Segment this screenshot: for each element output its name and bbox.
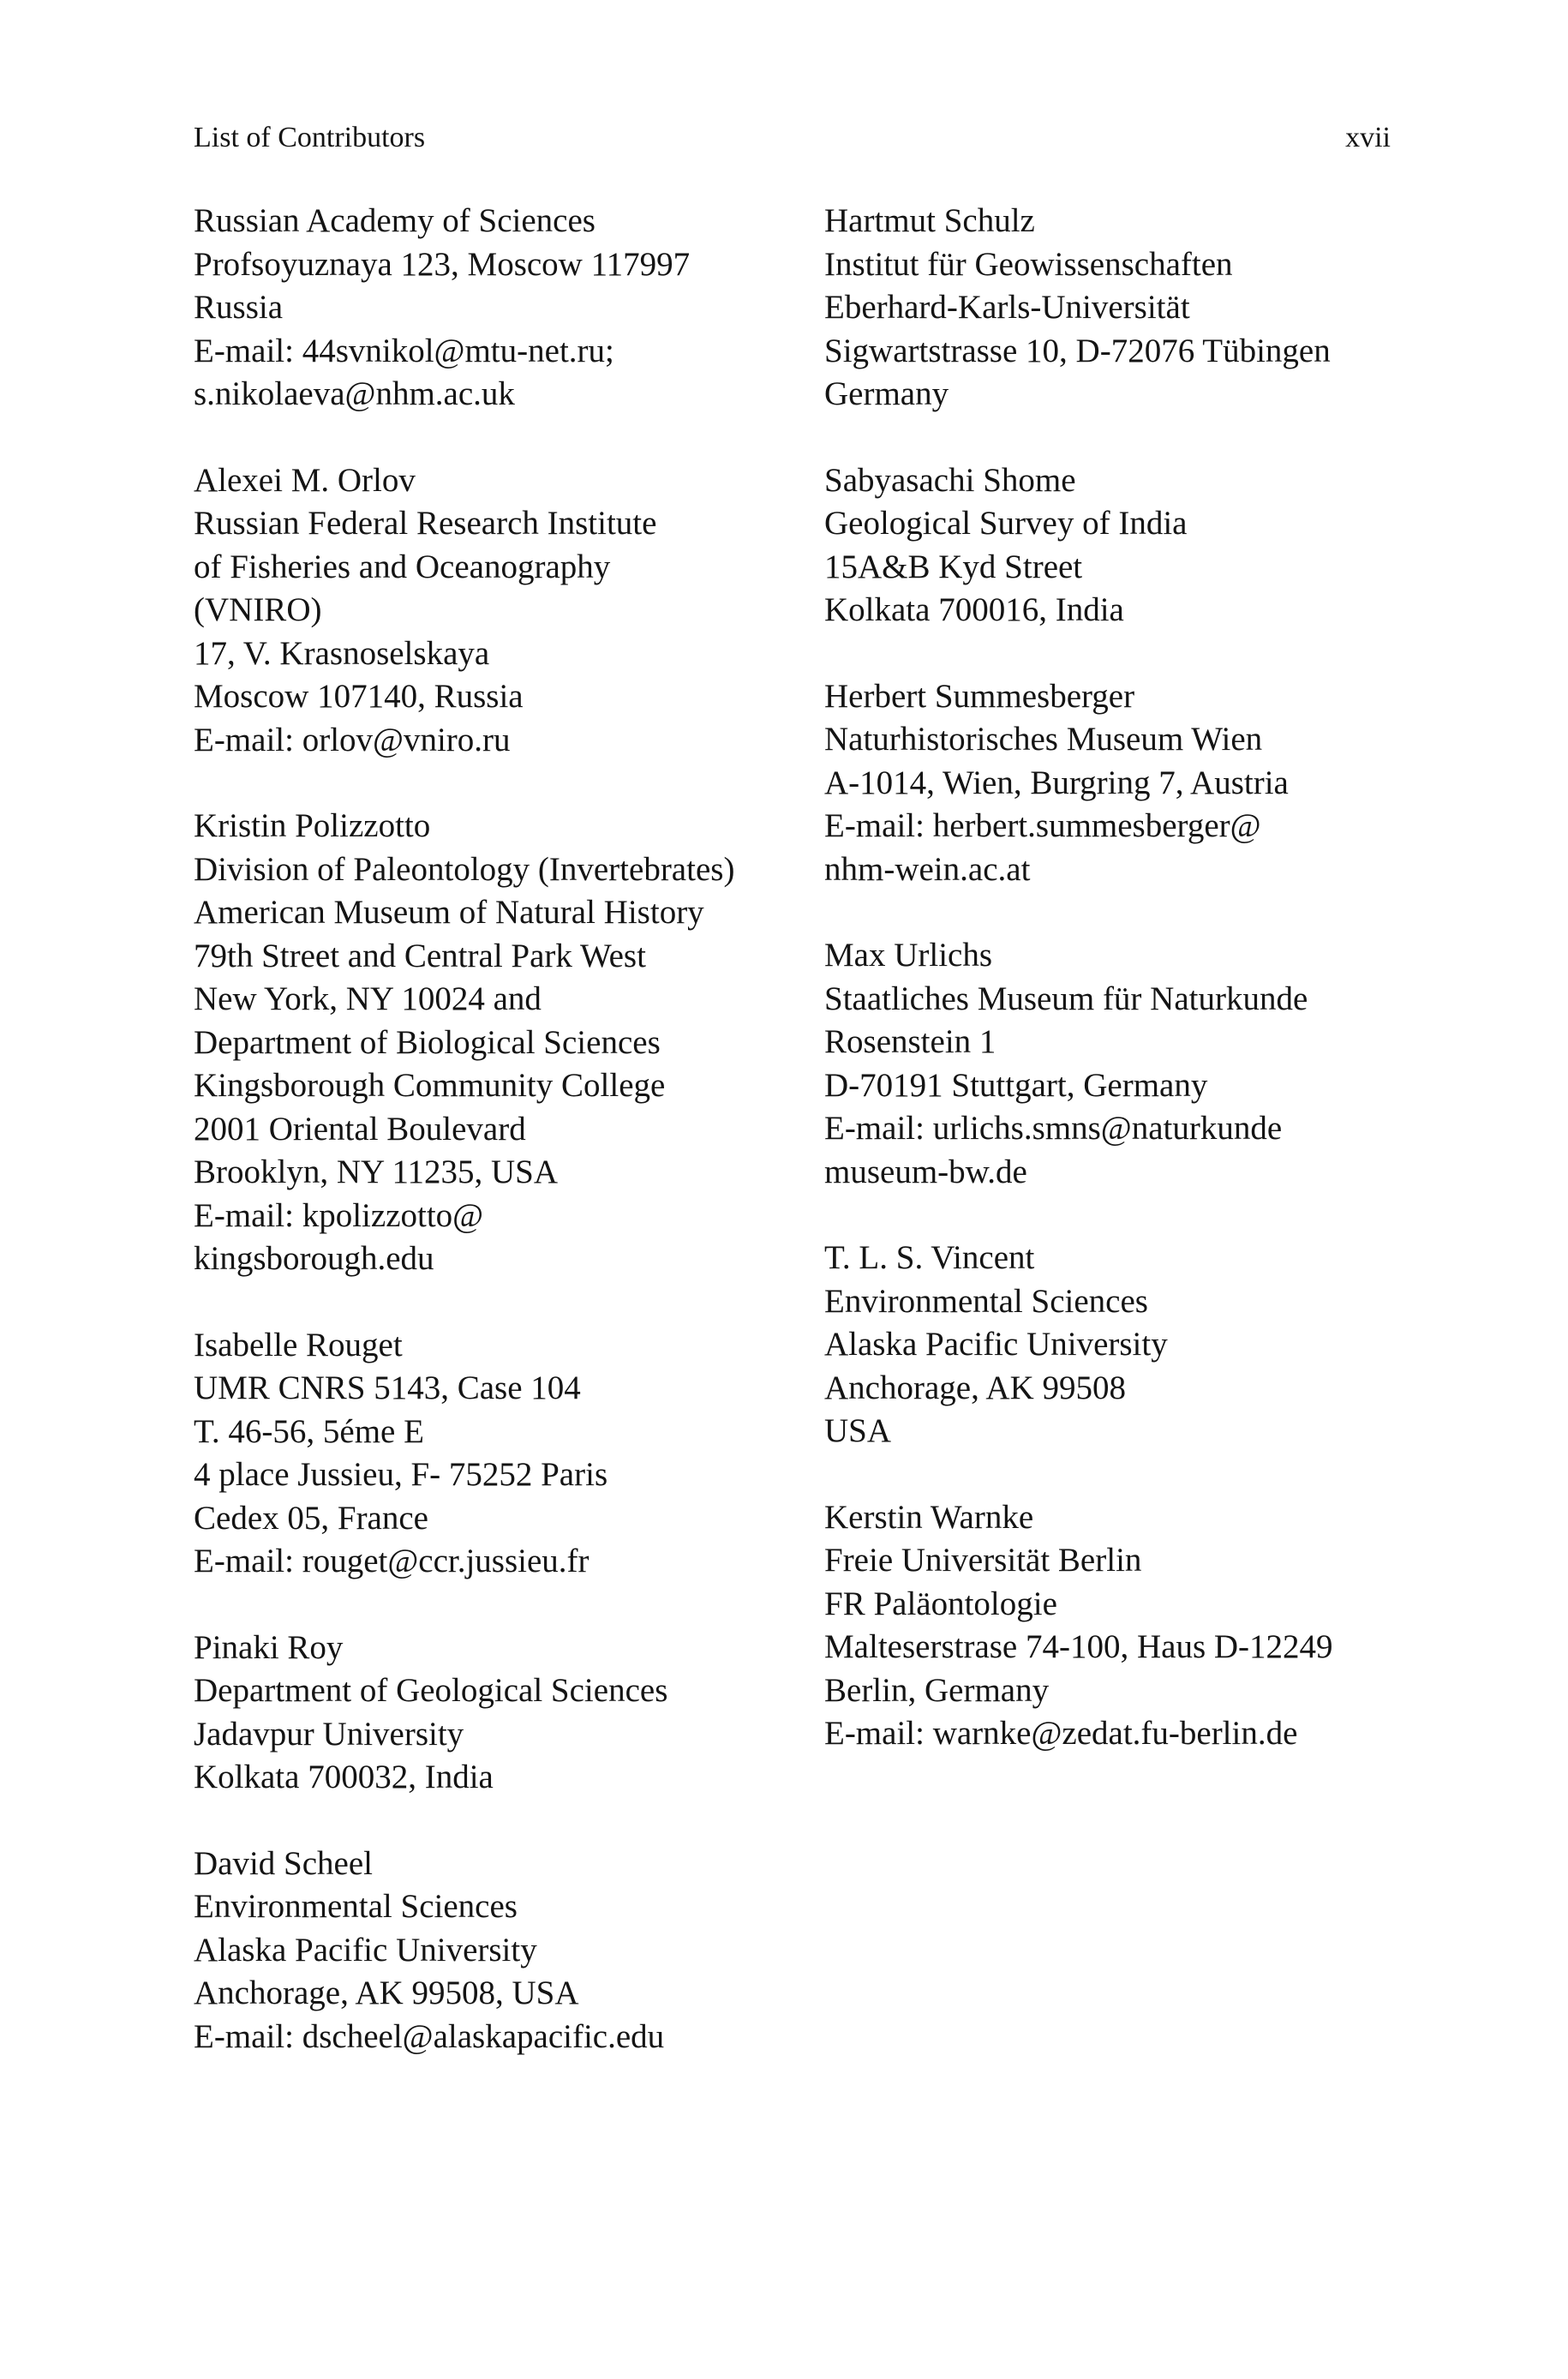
contributor-line: Jadavpur University bbox=[194, 1715, 464, 1753]
contributor-line: Brooklyn, NY 11235, USA bbox=[194, 1154, 559, 1190]
contributor-line: Kingsborough Community College bbox=[194, 1067, 666, 1104]
contributor-entry bbox=[194, 1627, 811, 1800]
contributor-line: Russian Federal Research Institute bbox=[194, 505, 657, 542]
contributor-line: Moscow 107140, Russia bbox=[194, 678, 524, 715]
contributor-line: UMR CNRS 5143, Case 104 bbox=[194, 1369, 581, 1406]
contributor-line: Anchorage, AK 99508 bbox=[824, 1369, 1127, 1406]
contributor-entry bbox=[194, 1324, 811, 1584]
contributor-line: Berlin, Germany bbox=[824, 1671, 1050, 1709]
contributor-entry bbox=[824, 1237, 1441, 1453]
contributor-line: New York, NY 10024 and bbox=[194, 980, 542, 1017]
contributor-line: 15A&B Kyd Street bbox=[824, 548, 1083, 585]
contributor-name: Kerstin Warnke bbox=[824, 1498, 1034, 1536]
contributor-name: Hartmut Schulz bbox=[824, 202, 1035, 239]
contributor-name: Alexei M. Orlov bbox=[194, 461, 416, 499]
contributor-line: E-mail: urlichs.smns@naturkunde bbox=[824, 1110, 1283, 1147]
contributor-entry bbox=[194, 805, 811, 1281]
contributor-name: Herbert Summesberger bbox=[824, 677, 1135, 715]
contributor-line: Malteserstrase 74-100, Haus D-12249 bbox=[824, 1628, 1333, 1665]
page-number: xvii bbox=[1345, 122, 1391, 153]
contributor-entry bbox=[824, 675, 1441, 892]
contributor-line: 4 place Jussieu, F- 75252 Paris bbox=[194, 1456, 608, 1493]
contributor-line: USA bbox=[824, 1412, 892, 1449]
contributor-line: Environmental Sciences bbox=[824, 1282, 1148, 1320]
contributor-line: Eberhard-Karls-Universität bbox=[824, 289, 1190, 326]
contributor-line: E-mail: orlov@vniro.ru bbox=[194, 721, 511, 758]
contributor-line: Freie Universität Berlin bbox=[824, 1542, 1142, 1579]
contributor-line: A-1014, Wien, Burgring 7, Austria bbox=[824, 764, 1289, 801]
contributor-line: E-mail: rouget@ccr.jussieu.fr bbox=[194, 1543, 589, 1579]
contributor-line: Cedex 05, France bbox=[194, 1499, 428, 1537]
contributor-line: Environmental Sciences bbox=[194, 1888, 518, 1925]
contributor-line: Russian Academy of Sciences bbox=[194, 202, 595, 239]
contributor-line: Institut für Geowissenschaften bbox=[824, 245, 1233, 283]
contributor-line: D-70191 Stuttgart, Germany bbox=[824, 1066, 1208, 1104]
contributor-name: Max Urlichs bbox=[824, 937, 993, 974]
left-column bbox=[194, 200, 811, 2101]
contributor-line: Profsoyuznaya 123, Moscow 117997 bbox=[194, 245, 691, 283]
contributor-entry bbox=[824, 200, 1441, 416]
contributor-line: E-mail: kpolizzotto@ bbox=[194, 1196, 484, 1234]
contributor-name: T. L. S. Vincent bbox=[824, 1239, 1035, 1276]
contributor-entry bbox=[194, 200, 811, 416]
contributor-line: Geological Survey of India bbox=[824, 505, 1188, 542]
contributor-line: Department of Geological Sciences bbox=[194, 1672, 668, 1709]
contributor-line: E-mail: dscheel@alaskapacific.edu bbox=[194, 2017, 665, 2055]
contributor-line: kingsborough.edu bbox=[194, 1240, 434, 1277]
contributor-line: Department of Biological Sciences bbox=[194, 1023, 661, 1061]
contributor-line: E-mail: warnke@zedat.fu-berlin.de bbox=[824, 1715, 1298, 1752]
right-column bbox=[824, 200, 1441, 1799]
contributor-line: Naturhistorisches Museum Wien bbox=[824, 721, 1263, 758]
contributor-line: Rosenstein 1 bbox=[824, 1023, 996, 1060]
contributor-line: Kolkata 700016, India bbox=[824, 591, 1124, 628]
contributor-entry bbox=[824, 934, 1441, 1194]
contributor-entry bbox=[824, 459, 1441, 632]
contributor-name: Sabyasachi Shome bbox=[824, 461, 1076, 499]
contributor-name: Isabelle Rouget bbox=[194, 1326, 403, 1363]
contributor-name: Kristin Polizzotto bbox=[194, 807, 431, 844]
contributor-line: E-mail: herbert.summesberger@ bbox=[824, 807, 1261, 844]
contributor-line: (VNIRO) bbox=[194, 591, 322, 628]
contributor-line: Russia bbox=[194, 289, 284, 326]
contributor-line: of Fisheries and Oceanography bbox=[194, 548, 611, 585]
contributor-line: Division of Paleontology (Invertebrates) bbox=[194, 850, 735, 888]
contributor-line: s.nikolaeva@nhm.ac.uk bbox=[194, 375, 515, 412]
contributor-entry bbox=[194, 459, 811, 763]
contributor-name: Pinaki Roy bbox=[194, 1628, 344, 1666]
contributor-line: American Museum of Natural History bbox=[194, 894, 704, 931]
contributor-line: E-mail: 44svnikol@mtu-net.ru; bbox=[194, 332, 614, 369]
contributor-line: 17, V. Krasnoselskaya bbox=[194, 634, 490, 672]
contributor-name: David Scheel bbox=[194, 1844, 374, 1882]
contributor-line: FR Paläontologie bbox=[824, 1585, 1057, 1622]
contributor-line: Alaska Pacific University bbox=[824, 1326, 1168, 1363]
running-title: List of Contributors bbox=[194, 122, 426, 153]
contributor-line: Staatliches Museum für Naturkunde bbox=[824, 980, 1308, 1017]
contributor-line: Kolkata 700032, India bbox=[194, 1759, 494, 1795]
contributor-line: 79th Street and Central Park West bbox=[194, 937, 646, 974]
contributor-line: Anchorage, AK 99508, USA bbox=[194, 1975, 579, 2011]
contributor-line: nhm-wein.ac.at bbox=[824, 850, 1031, 888]
contributor-line: T. 46-56, 5éme E bbox=[194, 1412, 424, 1450]
contributor-line: museum-bw.de bbox=[824, 1153, 1027, 1190]
contributor-line: 2001 Oriental Boulevard bbox=[194, 1110, 526, 1148]
contributor-line: Alaska Pacific University bbox=[194, 1931, 537, 1969]
contributor-entry bbox=[824, 1496, 1441, 1756]
contributor-entry bbox=[194, 1843, 811, 2059]
contributor-line: Germany bbox=[824, 375, 949, 412]
contributor-line: Sigwartstrasse 10, D-72076 Tübingen bbox=[824, 332, 1331, 369]
